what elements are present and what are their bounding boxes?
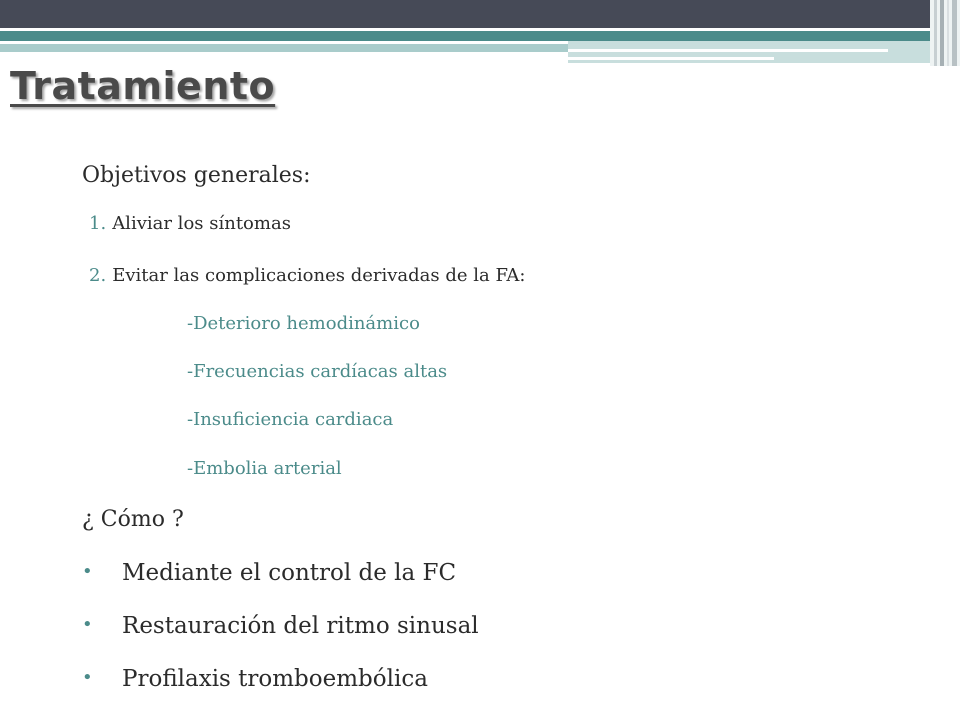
header-teal-bar [0,31,930,41]
header-light-bar [0,44,568,52]
list-number: 2. [89,265,107,286]
list-item [89,265,525,286]
header-white-line [568,57,774,60]
list-number: 1. [89,213,107,234]
question-heading: ¿ Cómo ? [82,507,184,532]
list-text: Aliviar los síntomas [112,213,291,234]
header-white-line [568,49,888,52]
bullet-icon: • [82,614,93,635]
bullet-text: Mediante el control de la FC [122,560,457,586]
header-edge-stripe [934,0,937,66]
bullet-item [82,666,428,692]
list-item [89,213,291,234]
header-dark-bar [0,0,930,28]
bullet-text: Profilaxis tromboembólica [122,666,428,692]
header-edge-stripe [947,0,949,66]
sub-item: -Embolia arterial [187,458,342,479]
sub-item: -Deterioro hemodinámico [187,313,420,334]
header-edge-stripe [952,0,957,66]
list-text: Evitar las complicaciones derivadas de la FA: [112,265,526,286]
sub-item: -Insuficiencia cardiaca [187,409,394,430]
bullet-text: Restauración del ritmo sinusal [122,613,479,639]
bullet-item [82,613,479,639]
objectives-heading: Objetivos generales: [82,163,311,188]
bullet-item [82,560,456,586]
bullet-icon: • [82,561,93,582]
header-edge-stripe [940,0,944,66]
bullet-icon: • [82,667,93,688]
sub-item: -Frecuencias cardíacas altas [187,361,448,382]
page-title: Tratamiento [10,64,276,108]
